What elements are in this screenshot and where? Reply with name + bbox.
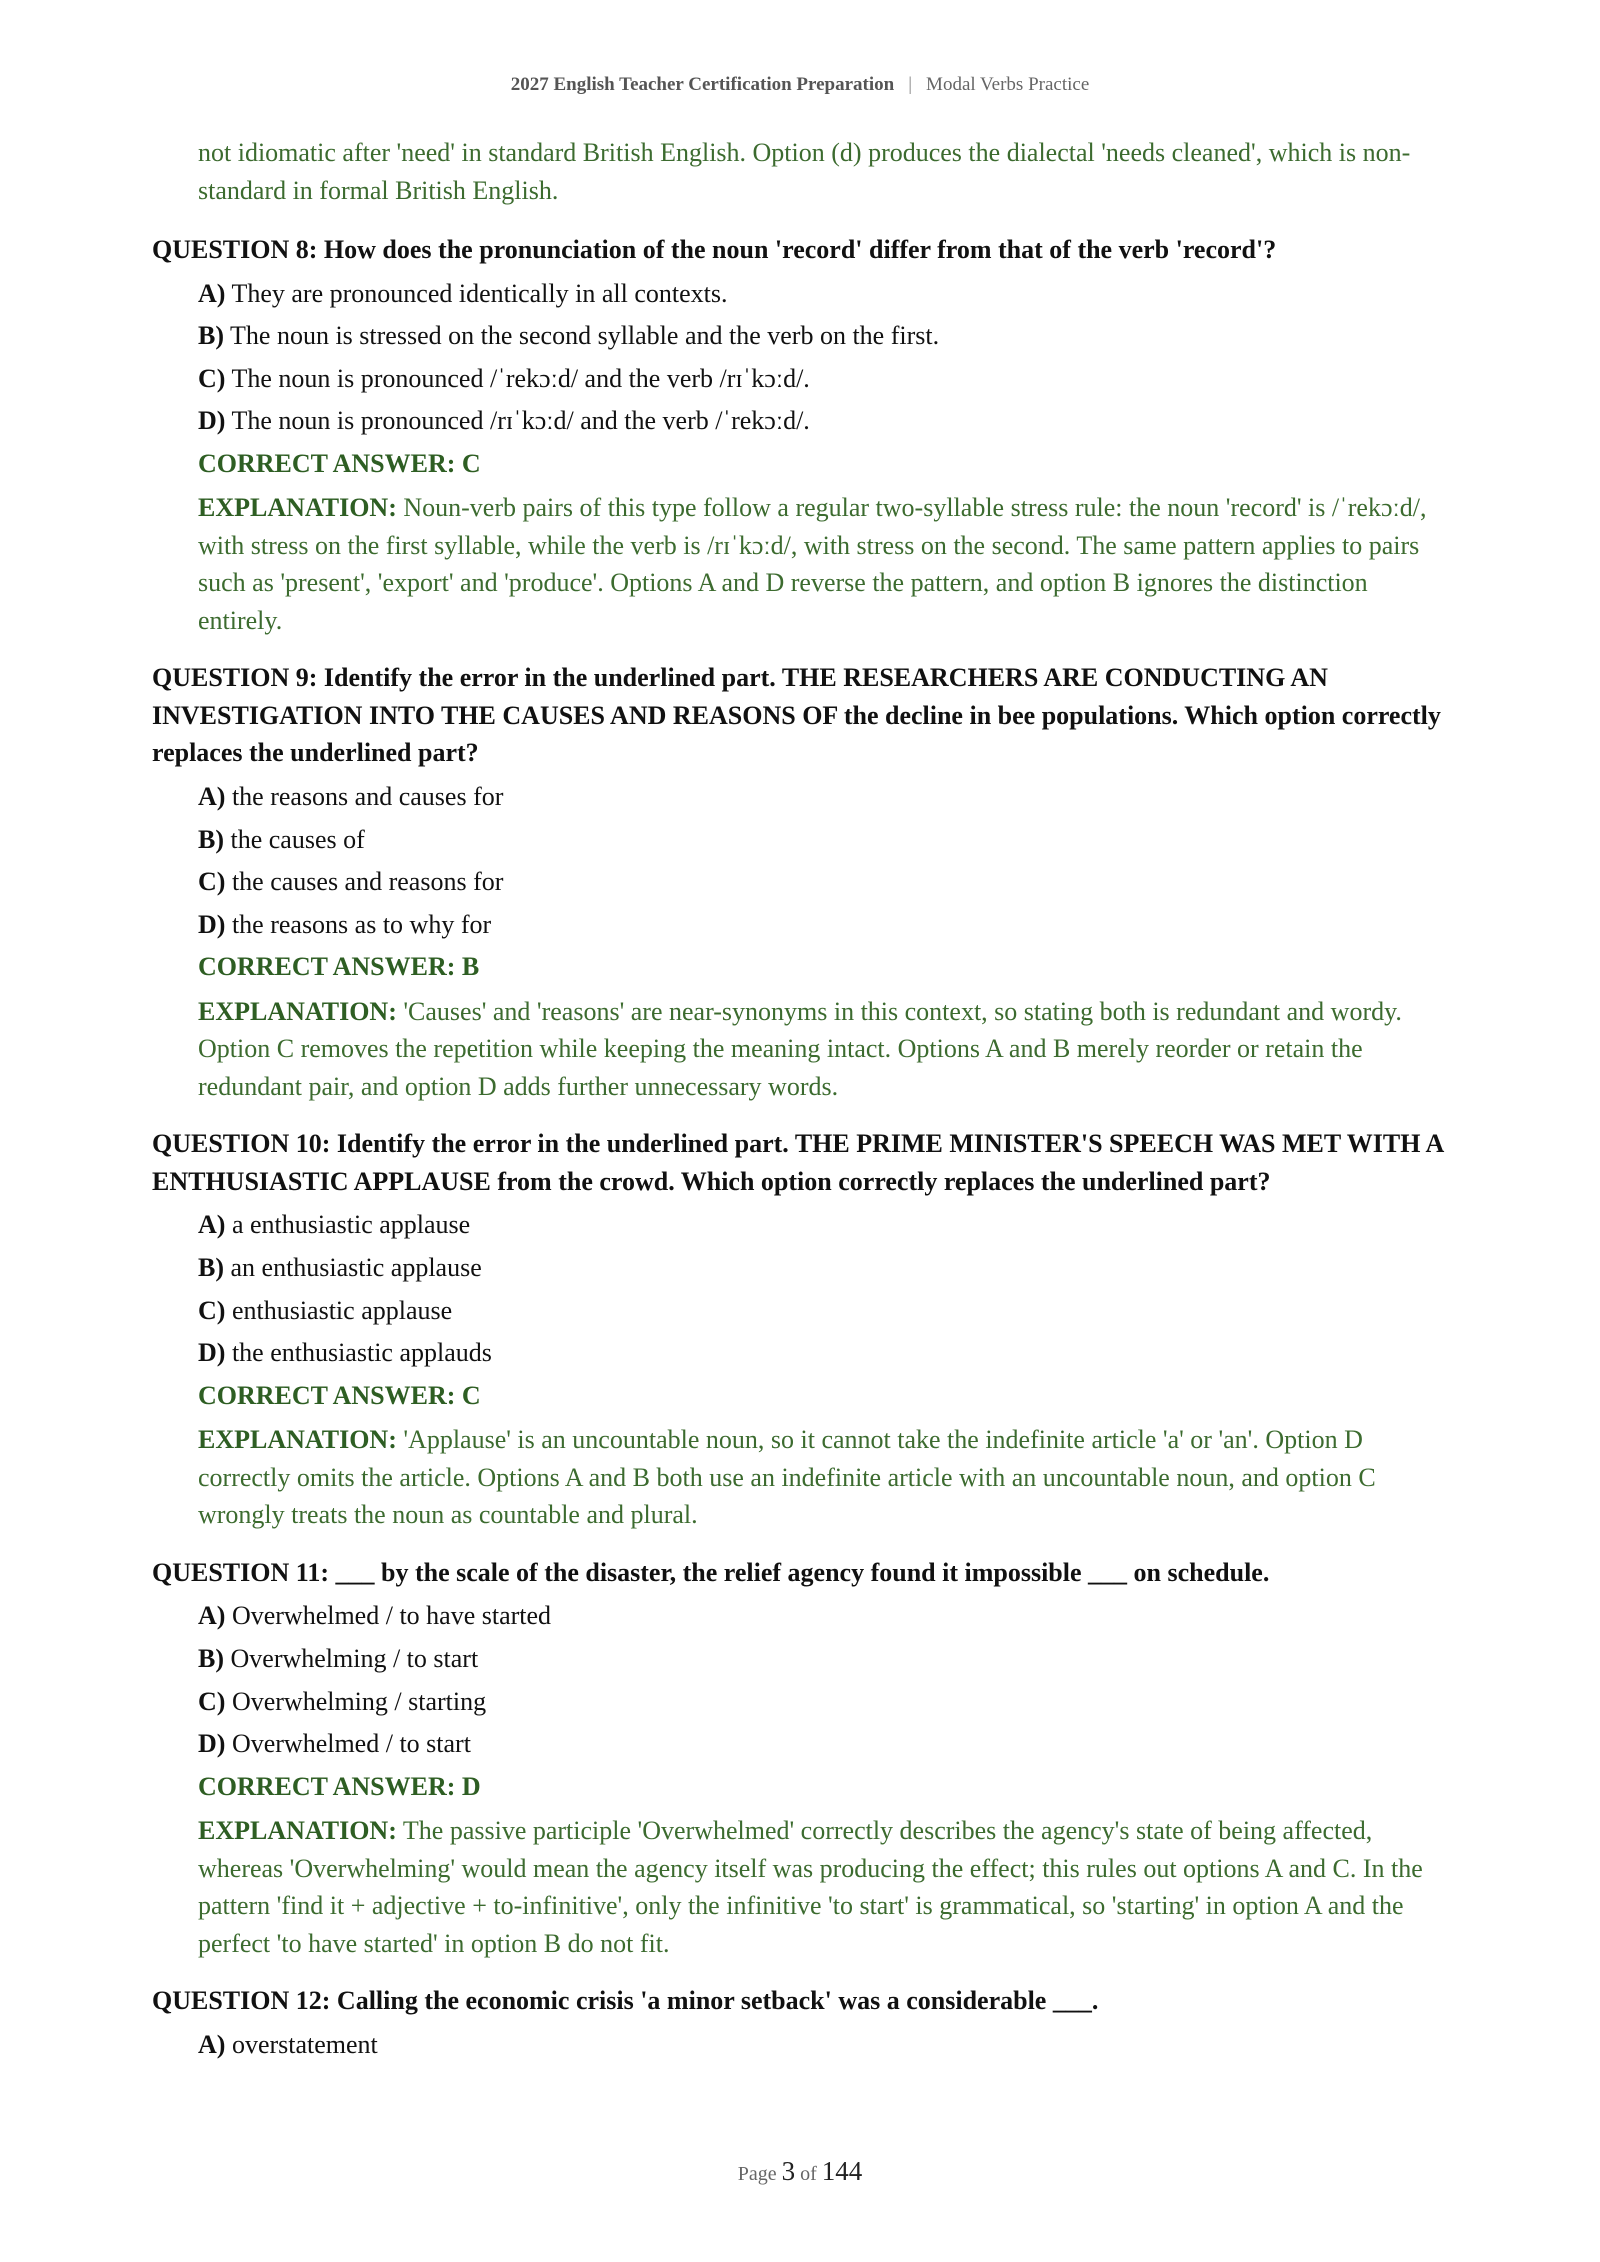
continued-explanation: not idiomatic after 'need' in standard British English. Option (d) produces the dialectal 'needs cleaned', which is non-standard in formal British English.	[198, 138, 1411, 205]
total-pages: 144	[821, 2156, 863, 2186]
question-label: QUESTION 8:	[152, 235, 318, 264]
correct-answer: CORRECT ANSWER: C	[198, 448, 481, 478]
option-letter: D)	[198, 1729, 226, 1759]
question-body: Calling the economic crisis 'a minor setback' was a considerable ___.	[336, 1986, 1099, 2016]
question-text	[152, 659, 1452, 772]
of-word: of	[800, 2163, 817, 2185]
question-text	[152, 1982, 1452, 2020]
question-label: QUESTION 11:	[152, 1557, 329, 1587]
explanation	[198, 1812, 1452, 1962]
option-text: the reasons as to why for	[231, 909, 492, 939]
question-10	[152, 1125, 1452, 1533]
option-text: the causes and reasons for	[231, 867, 504, 897]
option-d[interactable]	[198, 400, 1452, 443]
option-letter: D)	[198, 406, 226, 436]
question-text	[152, 1125, 1452, 1200]
option-letter: A)	[198, 278, 226, 308]
option-letter: C)	[198, 1686, 226, 1716]
option-text: Overwhelmed / to have started	[231, 1601, 552, 1631]
question-11	[152, 1554, 1452, 1962]
explanation-label: EXPLANATION:	[198, 1425, 397, 1455]
page-header	[0, 74, 1600, 96]
explanation-text: 'Causes' and 'reasons' are near-synonyms in this context, so stating both is redundant and wordy. Option C removes the repetition while keeping the meaning intact. Options A and B merely reorder or retain the redundant pair, and option D adds further unnecessary words.	[198, 996, 1402, 1101]
option-a[interactable]	[198, 273, 1452, 316]
explanation	[198, 489, 1452, 639]
option-letter: A)	[198, 1601, 226, 1631]
option-a[interactable]	[198, 776, 1452, 819]
option-c[interactable]	[198, 861, 1452, 904]
page-content	[152, 134, 1452, 2086]
explanation-text: 'Applause' is an uncountable noun, so it cannot take the indefinite article 'a' or 'an'. Option D correctly omits the article. Options A and B both use an indefinite article with an uncountable noun, and option C wrongly treats the noun as countable and plural.	[198, 1425, 1376, 1530]
question-text	[152, 231, 1452, 269]
option-b[interactable]	[198, 1247, 1452, 1290]
option-letter: B)	[198, 824, 224, 854]
explanation-text: Noun-verb pairs of this type follow a regular two-syllable stress rule: the noun 'record' is /ˈrekɔːd/, with stress on the first syllable, while the verb is /rɪˈkɔːd/, with stress on the second. The same pattern applies to pairs such as 'present', 'export' and 'produce'. Options A and D reverse the pattern, and option B ignores the distinction entirely.	[198, 493, 1427, 635]
option-d[interactable]	[198, 1332, 1452, 1375]
option-letter: C)	[198, 363, 226, 393]
explanation	[198, 1421, 1452, 1534]
option-a[interactable]	[198, 1204, 1452, 1247]
page-number: 3	[781, 2156, 796, 2186]
page-footer	[0, 2156, 1600, 2187]
option-text: Overwhelming / starting	[231, 1686, 487, 1716]
option-text: the enthusiastic applauds	[231, 1338, 492, 1368]
question-body: Identify the error in the underlined part. THE RESEARCHERS ARE CONDUCTING AN INVESTIGATION INTO THE CAUSES AND REASONS OF the decline in bee populations. Which option correctly replaces the underlined part?	[152, 663, 1441, 768]
question-label: QUESTION 12:	[152, 1986, 331, 2016]
option-letter: A)	[198, 781, 226, 811]
question-9	[152, 659, 1452, 1105]
question-12	[152, 1982, 1452, 2066]
option-letter: B)	[198, 1644, 224, 1673]
question-text	[152, 1554, 1452, 1592]
option-a[interactable]	[198, 1595, 1452, 1638]
correct-answer: CORRECT ANSWER: D	[198, 1771, 481, 1801]
option-letter: A)	[198, 1210, 226, 1240]
option-a[interactable]	[198, 2024, 1452, 2067]
explanation	[198, 993, 1452, 1106]
correct-answer: CORRECT ANSWER: B	[198, 952, 480, 982]
option-text: Overwhelming / to start	[230, 1644, 479, 1673]
option-letter: B)	[198, 321, 224, 351]
option-list	[198, 1204, 1452, 1374]
option-c[interactable]	[198, 1681, 1452, 1724]
option-b[interactable]	[198, 819, 1452, 862]
page-word: Page	[737, 2163, 777, 2185]
option-text: The noun is pronounced /ˈrekɔːd/ and the verb /rɪˈkɔːd/.	[231, 363, 810, 393]
explanation-label: EXPLANATION:	[198, 493, 397, 523]
option-letter: D)	[198, 1338, 226, 1368]
option-text: The noun is stressed on the second syllable and the verb on the first.	[230, 321, 940, 351]
question-body: Identify the error in the underlined part. THE PRIME MINISTER'S SPEECH WAS MET WITH A ENTHUSIASTIC APPLAUSE from the crowd. Which option correctly replaces the underlined part?	[152, 1129, 1443, 1196]
option-b[interactable]	[198, 315, 1452, 358]
option-text: enthusiastic applause	[231, 1295, 453, 1325]
option-c[interactable]	[198, 358, 1452, 401]
question-8	[152, 231, 1452, 639]
option-d[interactable]	[198, 904, 1452, 947]
option-letter: C)	[198, 867, 226, 897]
option-b[interactable]	[198, 1638, 1452, 1681]
option-text: an enthusiastic applause	[230, 1253, 482, 1283]
option-letter: B)	[198, 1253, 224, 1283]
option-list	[198, 273, 1452, 443]
question-label: QUESTION 9:	[152, 663, 318, 693]
option-letter: D)	[198, 909, 226, 939]
document-title: 2027 English Teacher Certification Preparation	[510, 74, 895, 95]
option-list	[198, 2024, 1452, 2067]
option-text: Overwhelmed / to start	[231, 1729, 471, 1759]
correct-answer: CORRECT ANSWER: C	[198, 1380, 481, 1410]
document-subtitle: Modal Verbs Practice	[926, 74, 1090, 95]
option-text: the causes of	[230, 824, 365, 854]
option-list	[198, 1595, 1452, 1765]
option-list	[198, 776, 1452, 946]
explanation-label: EXPLANATION:	[198, 1816, 397, 1846]
header-separator: |	[908, 74, 913, 95]
question-body: How does the pronunciation of the noun 'record' differ from that of the verb 'record'?	[323, 235, 1277, 264]
option-text: They are pronounced identically in all contexts.	[231, 278, 728, 308]
option-letter: C)	[198, 1295, 226, 1325]
option-text: overstatement	[231, 2029, 378, 2059]
option-text: a enthusiastic applause	[231, 1210, 471, 1240]
explanation-label: EXPLANATION:	[198, 996, 397, 1026]
explanation-text: The passive participle 'Overwhelmed' correctly describes the agency's state of being affected, whereas 'Overwhelming' would mean the agency itself was producing the effect; this rules out options A and C. In the pattern 'find it + adjective + to-infinitive', only the infinitive 'to start' is grammatical, so 'starting' in option A and the perfect 'to have started' in option B do not fit.	[198, 1816, 1423, 1958]
question-body: ___ by the scale of the disaster, the relief agency found it impossible ___ on schedule.	[335, 1557, 1270, 1587]
option-text: the reasons and causes for	[231, 781, 504, 811]
question-label: QUESTION 10:	[152, 1129, 331, 1159]
option-c[interactable]	[198, 1290, 1452, 1333]
option-text: The noun is pronounced /rɪˈkɔːd/ and the verb /ˈrekɔːd/.	[231, 406, 810, 436]
option-letter: A)	[198, 2029, 226, 2059]
option-d[interactable]	[198, 1723, 1452, 1766]
